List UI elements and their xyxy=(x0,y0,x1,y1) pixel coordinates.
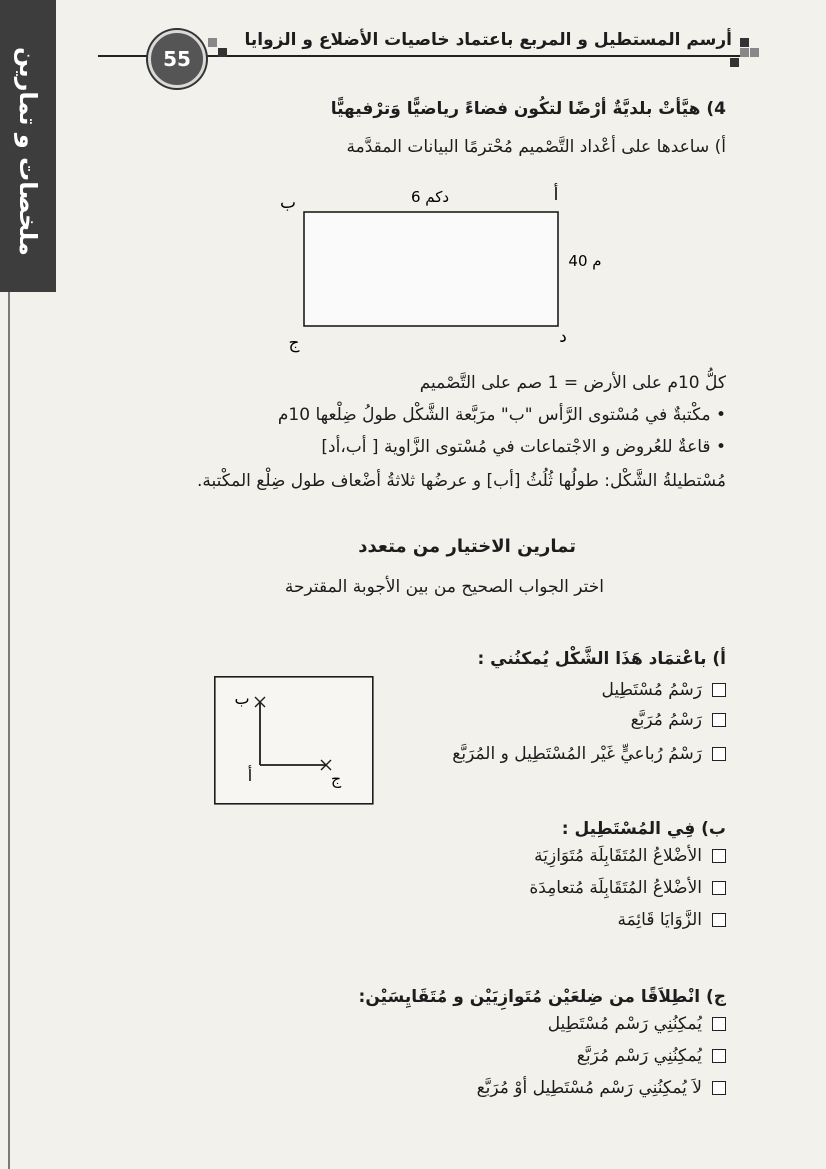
bullet-text: قاعةٌ للعُروض و الاجْتماعات في مُسْتوى الزَّاوية [ أب،أد] xyxy=(321,437,711,457)
checkbox[interactable] xyxy=(712,683,726,697)
checkbox[interactable] xyxy=(712,1081,726,1095)
angle-figure xyxy=(214,676,374,806)
checkbox[interactable] xyxy=(712,913,726,927)
header-square-icon xyxy=(218,48,227,57)
height-label: 40 م xyxy=(568,252,602,270)
option-row[interactable] xyxy=(477,1078,726,1098)
option-row[interactable] xyxy=(452,744,726,764)
option-label: رَسْمُ رُباعيٍّ غَيْر المُسْتَطِيل و المُرَبَّع xyxy=(452,744,702,764)
width-label: 6 دكم xyxy=(410,188,450,206)
mcq-title: تمارين الاختيار من متعدد xyxy=(358,536,576,557)
option-row[interactable] xyxy=(631,710,726,730)
header-square-icon xyxy=(740,48,749,57)
header-square-icon xyxy=(730,58,739,67)
header-square-icon xyxy=(740,38,749,47)
mcq-instruction: اختر الجواب الصحيح من بين الأجوبة المقترحة xyxy=(284,577,604,597)
checkbox[interactable] xyxy=(712,1049,726,1063)
option-row[interactable] xyxy=(601,680,726,700)
option-row[interactable] xyxy=(577,1046,726,1066)
rectangle-note: مُسْتطيلةُ الشَّكْل: طولُها ثُلُثُ [أب] و عرضُها ثلاثةُ أضْعاف طول ضِلْع المكْتبة. xyxy=(196,471,726,491)
page-title: أرسم المستطيل و المربع باعتماد خاصيات الأضلاع و الزوايا xyxy=(244,30,732,50)
rectangle-figure xyxy=(270,170,600,360)
angle-label-a: أ xyxy=(247,766,253,785)
option-label: الأضْلاعُ المُتَقَابِلَة مُتَوَازِيَة xyxy=(534,846,702,866)
header-square-icon xyxy=(750,48,759,57)
option-row[interactable] xyxy=(534,846,726,866)
bullet-item: • قاعةٌ للعُروض و الاجْتماعات في مُسْتوى الزَّاوية [ أب،أد] xyxy=(321,437,726,457)
rectangle-shape xyxy=(304,212,558,326)
option-row[interactable] xyxy=(617,910,726,930)
option-label: لاَ يُمكِنُنِي رَسْم مُسْتَطِيل أوْ مُرَبَّع xyxy=(476,1078,702,1098)
question-b-label: ب) فِي المُسْتَطِيل : xyxy=(561,819,726,839)
angle-label-b: ب xyxy=(234,689,250,708)
option-row[interactable] xyxy=(548,1014,726,1034)
checkbox[interactable] xyxy=(712,1017,726,1031)
exercise-question-a: أ) ساعدها على أعْداد التَّصْميم مُحْترمًا البيانات المقدَّمة xyxy=(346,137,726,157)
option-label: الأضْلاعُ المُتَقَابِلَة مُتعامِدَة xyxy=(529,878,702,898)
checkbox[interactable] xyxy=(712,713,726,727)
scale-note: كلُّ 10م على الأرض = 1 صم على التَّصْميم xyxy=(419,373,726,393)
vertex-label-d: د xyxy=(559,327,567,347)
side-divider xyxy=(8,292,10,1169)
option-label: يُمكِنُنِي رَسْم مُسْتَطِيل xyxy=(547,1014,702,1034)
vertex-label-j: ج xyxy=(288,333,300,353)
option-row[interactable] xyxy=(529,878,726,898)
page-number-badge: 55 xyxy=(148,30,206,88)
bullet-text: مكْتبةٌ في مُسْتوى الرَّأس "ب" مرَبَّعة الشَّكْل طولُ ضِلْعها 10م xyxy=(277,405,711,425)
vertex-label-a: أ xyxy=(553,185,559,205)
checkbox[interactable] xyxy=(712,747,726,761)
option-label: الزَّوَايَا قَائِمَة xyxy=(617,910,702,930)
header-square-icon xyxy=(208,38,217,47)
option-label: رَسْمُ مُسْتَطِيل xyxy=(601,680,702,700)
vertex-label-b: ب xyxy=(279,193,297,213)
question-a-label: أ) باعْتمَاد هَذَا الشَّكْل يُمكنُني : xyxy=(477,649,726,669)
option-label: يُمكِنُنِي رَسْم مُرَبَّع xyxy=(576,1046,702,1066)
checkbox[interactable] xyxy=(712,881,726,895)
checkbox[interactable] xyxy=(712,849,726,863)
bullet-item: • مكْتبةٌ في مُسْتوى الرَّأس "ب" مرَبَّعة الشَّكْل طولُ ضِلْعها 10م xyxy=(277,405,726,425)
exercise-intro: 4) هيَّأتْ بلديَّةٌ أرْضًا لتكُون فضاءً رياضيًّا وَترْفيهيًّا xyxy=(330,99,726,119)
angle-label-j: ج xyxy=(330,769,342,788)
option-label: رَسْمُ مُرَبَّع xyxy=(630,710,702,730)
side-tab-label: ملخصات و تمارين xyxy=(14,46,42,256)
question-c-label: ج) انْطِلاَقًا من ضِلعَيْن مُتَوازِيَيْن و مُتَقَايِسَيْن: xyxy=(358,987,726,1007)
